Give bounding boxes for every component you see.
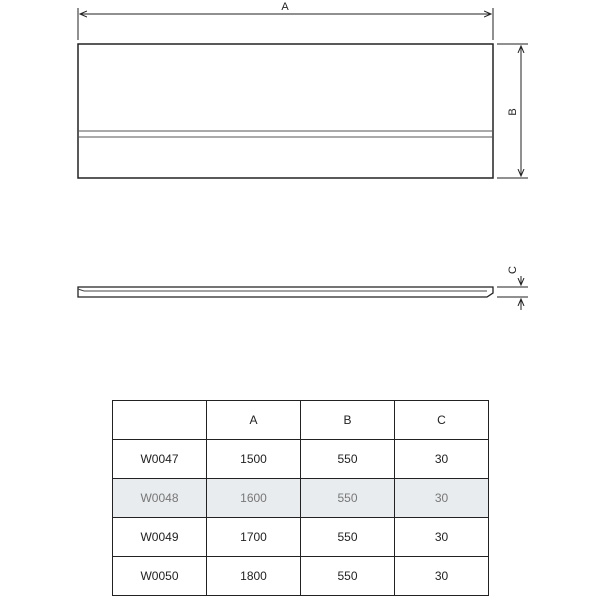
cell-c: 30 — [395, 518, 489, 557]
table-row — [113, 440, 489, 479]
cell-code: W0050 — [113, 557, 207, 596]
cell-c: 30 — [395, 440, 489, 479]
cell-a: 1800 — [207, 557, 301, 596]
cell-c: 30 — [395, 557, 489, 596]
cell-b: 550 — [301, 518, 395, 557]
header-cell-a: A — [207, 401, 301, 440]
table-row-highlighted — [113, 479, 489, 518]
table-header-row — [113, 401, 489, 440]
header-cell-c: C — [395, 401, 489, 440]
dimensions-table — [112, 400, 489, 596]
cell-b: 550 — [301, 557, 395, 596]
cell-c: 30 — [395, 479, 489, 518]
cell-a: 1700 — [207, 518, 301, 557]
side-view-panel — [78, 287, 493, 297]
header-cell-b: B — [301, 401, 395, 440]
table-row — [113, 518, 489, 557]
dimension-a — [78, 1, 493, 40]
dimension-c-label: C — [507, 266, 519, 274]
dimension-a-label: A — [281, 1, 289, 13]
cell-a: 1600 — [207, 479, 301, 518]
dimension-c — [497, 266, 528, 310]
dimension-b — [497, 44, 528, 178]
cell-code: W0047 — [113, 440, 207, 479]
cell-a: 1500 — [207, 440, 301, 479]
cell-code: W0049 — [113, 518, 207, 557]
table-row — [113, 557, 489, 596]
cell-b: 550 — [301, 479, 395, 518]
front-view-panel — [78, 44, 493, 178]
dimension-b-label: B — [507, 108, 519, 116]
cell-code: W0048 — [113, 479, 207, 518]
header-cell-code — [113, 401, 207, 440]
cell-b: 550 — [301, 440, 395, 479]
